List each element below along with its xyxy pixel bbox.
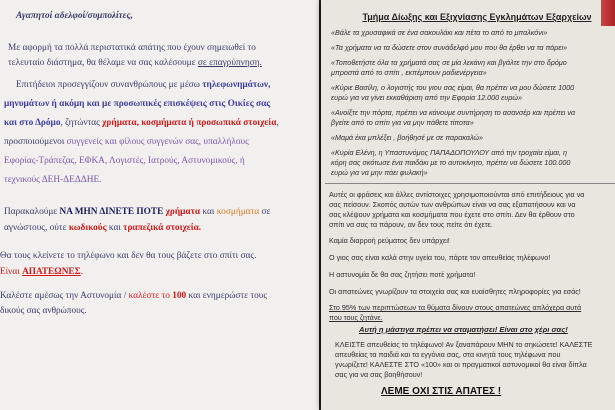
paragraph-line: Αυτές οι φράσεις και άλλες αντίστοιχες χρησιμοποιούνται από επιτήδειους για να [329, 190, 585, 199]
quote-line: ευρώ για να μην πάει φυλακή» [331, 168, 428, 177]
quote-line: «Κυρία Ελένη, η Υπαστυνόμος ΠΑΠΑΔΟΠΟΥΛΟΥ από την τροχαία είμαι, η [331, 148, 567, 157]
paragraph-line: αγνώστους, ούτε κωδικούς και τραπεζικά στοιχεία. [4, 223, 202, 233]
paragraph-line: τεχνικούς ΔΕΗ-ΔΕΔΔΗΕ. [4, 175, 102, 185]
paragraph-line: απευθείας τα παιδιά και τα εγγόνια σας, στα κινητά τους τηλέφωνα που [335, 350, 561, 359]
paragraph-line: Θα τους κλείνετε το τηλέφωνο και δεν θα τους βάζετε στο σπίτι σας. [0, 251, 257, 261]
paragraph-line: σπίτι να σας τα πάρουν, αν δεν τους πείτε ότι έχετε. [329, 220, 493, 229]
quote-line: ευρώ για να γίνει εκκαθάριση από την Εφορία 12.000 ευρώ» [331, 93, 522, 102]
paragraph-line: Επιτήδειοι προσεγγίζουν συνανθρώπους με μέσω τηλεφωνημάτων, [16, 80, 271, 90]
paragraph-line: σας κλέψουν χρήματα και κοσμήματα που έχετε στο σπίτι. Δεν θα έρθουν στο [329, 210, 575, 219]
paragraph-line: προσποιούμενοι συγγενείς και φίλους συγγενών σας, υπαλλήλους [4, 137, 249, 147]
slogan: Αυτή η μάστιγα πρέπει να σταματήσει! Είναι στο χέρι σας! [359, 325, 568, 334]
quote-line: βγείτε από το σπίτι για να μην πάθετε τίποτα» [331, 118, 474, 127]
paragraph-line: μηνυμάτων ή ακόμη και με προσωπικές επισκέψεις στις Οικίες σας [4, 99, 271, 109]
paragraph-line: και στο Δρόμο, ζητώντας χρήματα, κοσμήματα ή προσωπικά στοιχεία, [4, 118, 279, 128]
quote-line: «Μαμά έκα μπλέξει , βοήθησέ με σε παρακαλώ» [331, 133, 484, 142]
quote-line: «Τα χρήματα να τα δώσετε στον συνάδελφό μου που θα έρθει να τα πάρει» [331, 43, 568, 52]
paragraph-line: Οι απατεώνες γνωρίζουν τα στοιχεία σας και ευαίσθητες πληροφορίες για εσάς! [329, 287, 581, 296]
paragraph-line: Είναι ΑΠΑΤΕΩΝΕΣ. [0, 267, 84, 277]
paragraph-line: που τους ζητάνε. [329, 313, 383, 322]
quote-line: κόρη σας σκότωσε ένα παιδάκι με το αυτοκίνητο, πρέπει να δώσετε 100.000 [331, 158, 571, 167]
final-slogan: ΛΕΜΕ ΟΧΙ ΣΤΙΣ ΑΠΑΤΕΣ ! [381, 386, 502, 397]
red-tab-decoration [601, 0, 615, 26]
paragraph-line: Εφορίας-Τράπεζας, ΕΦΚΑ, Λογιστές, Ιατρούς, Αστυνομικούς, ή [4, 156, 245, 166]
paragraph-line: Παρακαλούμε ΝΑ ΜΗΝ ΔΙΝΕΤΕ ΠΟΤΕ χρήματα και κοσμήματα σε [4, 207, 271, 217]
quote-line: «Βάλε τα χρυσαφικά σε ένα σακουλάκι και πέτα το από το μπαλκόνι» [331, 28, 548, 37]
paragraph-line: Καμία διαρροή ρεύματος δεν υπάρχει! [329, 236, 450, 245]
paragraph-line: ΚΛΕΙΣΤΕ απευθείας το τηλέφωνο! Αν ξαναπάρουν ΜΗΝ το σηκώσετε! ΚΑΛΕΣΤΕ [335, 340, 593, 349]
paragraph-line: τελευταίο διάστημα, θα θέλαμε να σας καλέσουμε σε επαγρύπνηση. [8, 58, 262, 68]
paragraph-line: Με αφορμή τα πολλά περιστατικά απάτης που έχουν σημειωθεί το [8, 43, 256, 53]
paragraph-line: δικούς σας ανθρώπους. [0, 306, 87, 316]
paragraph-line: Ο γιος σας είναι καλά στην υγεία του, πάρτε τον απευθείας τηλέφωνο! [329, 253, 551, 262]
paragraph-line: Καλέστε αμέσως την Αστυνομία / καλέστε το 100 και ενημερώστε τους [0, 291, 268, 301]
quote-line: «Τοποθετήστε όλα τα χρήματά σας σε μία λεκάνη και βγάλτε την στο δρόμο [331, 58, 567, 67]
quote-line: μπροστά από το σπίτι , εκπέμπουν ραδιενέργεια» [331, 68, 487, 77]
flyer-title: Τμήμα Δίωξης και Εξιχνίασης Εγκλημάτων Εξαρχείων [362, 12, 592, 22]
greeting: Αγαπητοί αδελφοί/συμπολίτες, [16, 11, 133, 21]
quote-line: «Κύριε Βασίλη, ο λογιστής του γιου σας είμαι, θα πρέπει να μου δώσετε 1000 [331, 83, 575, 92]
paragraph-line: γνωρίζετε! ΚΑΛΕΣΤΕ ΣΤΟ «100» και οι πραγματικοί αστυνομικοί θα είναι δίπλα [335, 360, 587, 369]
quote-line: «Ανοίξτε την πόρτα, πρέπει να κάνουμε συντήρηση το ασανσέρ και πρέπει να [331, 108, 576, 117]
paragraph-line: σας για να σας βοηθήσουν! [335, 370, 423, 379]
paragraph-line: Στο 95% των περιπτώσεων τα θύματα δίνουν στους απατεώνες απλόχερα αυτά [329, 303, 582, 312]
paragraph-line: σας πείσουν. Σκοπός αυτών των ανθρώπων είναι να σας εξαπατήσουν και να [329, 200, 576, 209]
divider [325, 183, 615, 184]
paragraph-line: Η αστυνομία δε θα σας ζητήσει ποτέ χρήματα! [329, 270, 476, 279]
right-flyer [321, 0, 615, 410]
